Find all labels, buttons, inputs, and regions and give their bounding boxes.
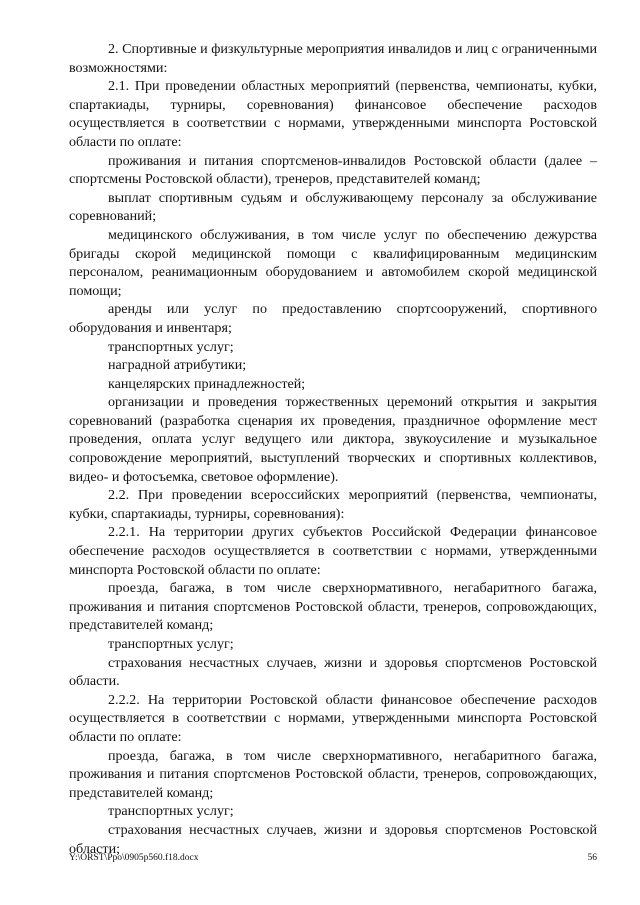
list-item: организации и проведения торжественных церемоний открытия и закрытия соревнований (разработка сценария их проведения, праздничное оформление мест проведения, оплата услуг ведущего или диктора, звукоусиление и музыкальное сопровождение мероприятий, выступлений творческих и спортивных коллективов, видео- и фотосъемка, световое оформление). — [69, 394, 597, 485]
document-body — [69, 40, 597, 858]
paragraph-2-2: 2.2. При проведении всероссийских мероприятий (первенства, чемпионаты, кубки, спартакиады, турниры, соревнования): — [69, 487, 597, 522]
section-heading: 2. Спортивные и физкультурные мероприятия инвалидов и лиц с ограниченными возможностями: — [69, 41, 597, 76]
list-item: транспортных услуг; — [108, 636, 234, 652]
file-path: Y:\ORST\Ppo\0905p560.f18.docx — [69, 853, 199, 863]
list-item: страхования несчастных случаев, жизни и здоровья спортсменов Ростовской области; — [69, 821, 597, 857]
list-item: наградной атрибутики; — [108, 357, 247, 374]
paragraph-2-2-1: 2.2.1. На территории других субъектов Российской Федерации финансовое обеспечение расходов осуществляется в соответствии с нормами, утвержденными минспорта Ростовской области по оплате: — [69, 524, 597, 578]
list-item: проезда, багажа, в том числе сверхнормативного, негабаритного багажа, проживания и питания спортсменов Ростовской области, тренеров, сопровождающих, представителей команд; — [69, 747, 597, 801]
list-item: страхования несчастных случаев, жизни и здоровья спортсменов Ростовской области. — [69, 654, 597, 690]
list-item: медицинского обслуживания, в том числе услуг по обеспечению дежурства бригады скорой медицинской помощи с квалифицированным медицинским персоналом, реанимационным оборудованием и автомобилем скорой медицинской помощи; — [69, 226, 597, 299]
list-item: транспортных услуг; — [108, 803, 234, 820]
list-item: аренды или услуг по предоставлению спортсооружений, спортивного оборудования и инвентаря; — [69, 301, 597, 336]
list-item: проезда, багажа, в том числе сверхнормативного, негабаритного багажа, проживания и питания спортсменов Ростовской области, тренеров, сопровождающих, представителей команд; — [69, 580, 597, 634]
list-item: проживания и питания спортсменов-инвалидов Ростовской области (далее – спортсмены Ростовской области), тренеров, представителей команд; — [69, 152, 597, 188]
paragraph-2-1: 2.1. При проведении областных мероприятий (первенства, чемпионаты, кубки, спартакиады, турниры, соревнования) финансовое обеспечение расходов осуществляется в соответствии с нормами, утвержденными минспорта Ростовской области по оплате: — [69, 78, 597, 150]
list-item: транспортных услуг; — [108, 338, 234, 355]
page-number: 56 — [587, 853, 597, 863]
page-footer — [69, 853, 597, 863]
list-item: выплат спортивным судьям и обслуживающему персоналу за обслуживание соревнований; — [69, 189, 597, 225]
paragraph-2-2-2: 2.2.2. На территории Ростовской области финансовое обеспечение расходов осуществляется в соответствии с нормами, утвержденными минспорта Ростовской области по оплате: — [69, 691, 597, 745]
list-item: канцелярских принадлежностей; — [108, 375, 306, 392]
